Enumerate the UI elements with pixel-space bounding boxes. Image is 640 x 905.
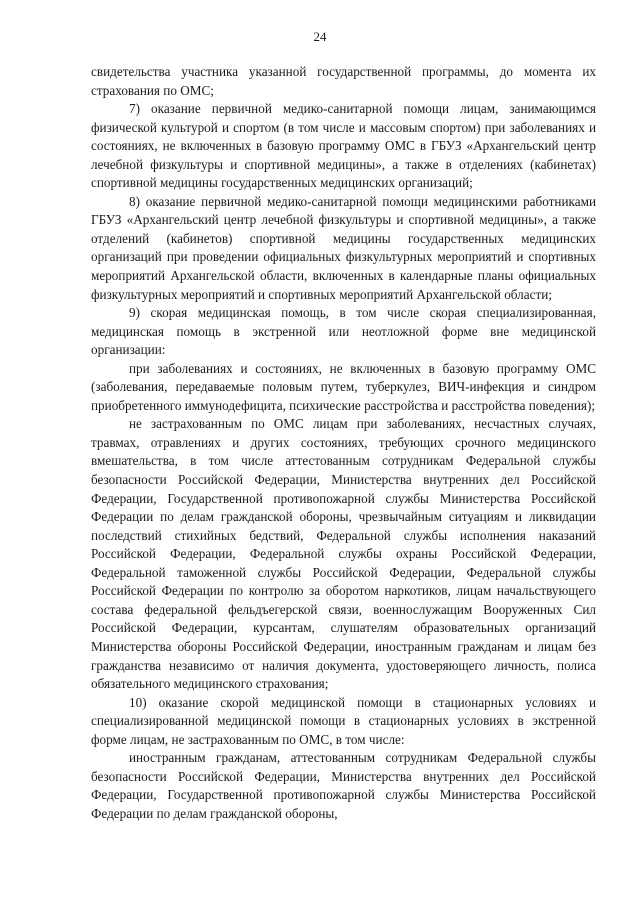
paragraph: 8) оказание первичной медико-санитарной помощи медицинскими работниками ГБУЗ «Архангельский центр лечебной физкультуры и спортивной медицины», а также отделений (кабинетов) спортивной медицины государственных медицинских организаций при проведении официальных физкультурных мероприятий и спортивных мероприятий Архангельской области, включенных в календарные планы официальных физкультурных мероприятий и спортивных мероприятий Архангельской области; — [91, 193, 596, 302]
paragraph: 7) оказание первичной медико-санитарной помощи лицам, занимающимся физической культурой и спортом (в том числе и массовым спортом) при заболеваниях и состояниях, не включенных в базовую программу ОМС в ГБУЗ «Архангельский центр лечебной физкультуры и спортивной медицины», а также в отделениях (кабинетах) спортивной медицины государственных медицинских организаций; — [91, 101, 596, 191]
document-body — [91, 63, 596, 823]
page-number: 24 — [313, 29, 327, 44]
paragraph: свидетельства участника указанной государственной программы, до момента их страхования по ОМС; — [91, 64, 596, 98]
paragraph: иностранным гражданам, аттестованным сотрудникам Федеральной службы безопасности Российской Федерации, Министерства внутренних дел Российской Федерации, Государственной противопожарной службы Министерства Российской Федерации по делам гражданской обороны, — [91, 750, 596, 821]
paragraph: 9) скорая медицинская помощь, в том числе скорая специализированная, медицинская помощь в экстренной или неотложной форме вне медицинской организации: — [91, 305, 596, 358]
paragraph: 10) оказание скорой медицинской помощи в стационарных условиях и специализированной медицинской помощи в стационарных условиях в экстренной форме лицам, не застрахованным по ОМС, в том числе: — [91, 694, 596, 747]
paragraph: не застрахованным по ОМС лицам при заболеваниях, несчастных случаях, травмах, отравлениях и других состояниях, требующих срочного медицинского вмешательства, в том числе аттестованным сотрудникам Федеральной службы безопасности Российской Федерации, Министерства внутренних дел Российской Федерации, Государственной противопожарной службы Министерства Российской Федерации по делам гражданской обороны, чрезвычайным ситуациям и ликвидации последствий стихийных бедствий, Федеральной службы исполнения наказаний Российской Федерации, Федеральной службы охраны Российской Федерации, Федеральной таможенной службы Российской Федерации, Федеральной службы Российской Федерации по контролю за оборотом наркотиков, лицам начальствующего состава федеральной фельдъегерской связи, военнослужащим Вооруженных Сил Российской Федерации, курсантам, слушателям образовательных организаций Министерства обороны Российской Федерации, иностранным гражданам и лицам без гражданства независимо от наличия документа, удостоверяющего личность, полиса обязательного медицинского страхования; — [91, 416, 596, 692]
paragraph: при заболеваниях и состояниях, не включенных в базовую программу ОМС (заболевания, передаваемые половым путем, туберкулез, ВИЧ-инфекция и синдром приобретенного иммунодефицита, психические расстройства и расстройства поведения); — [91, 360, 596, 413]
